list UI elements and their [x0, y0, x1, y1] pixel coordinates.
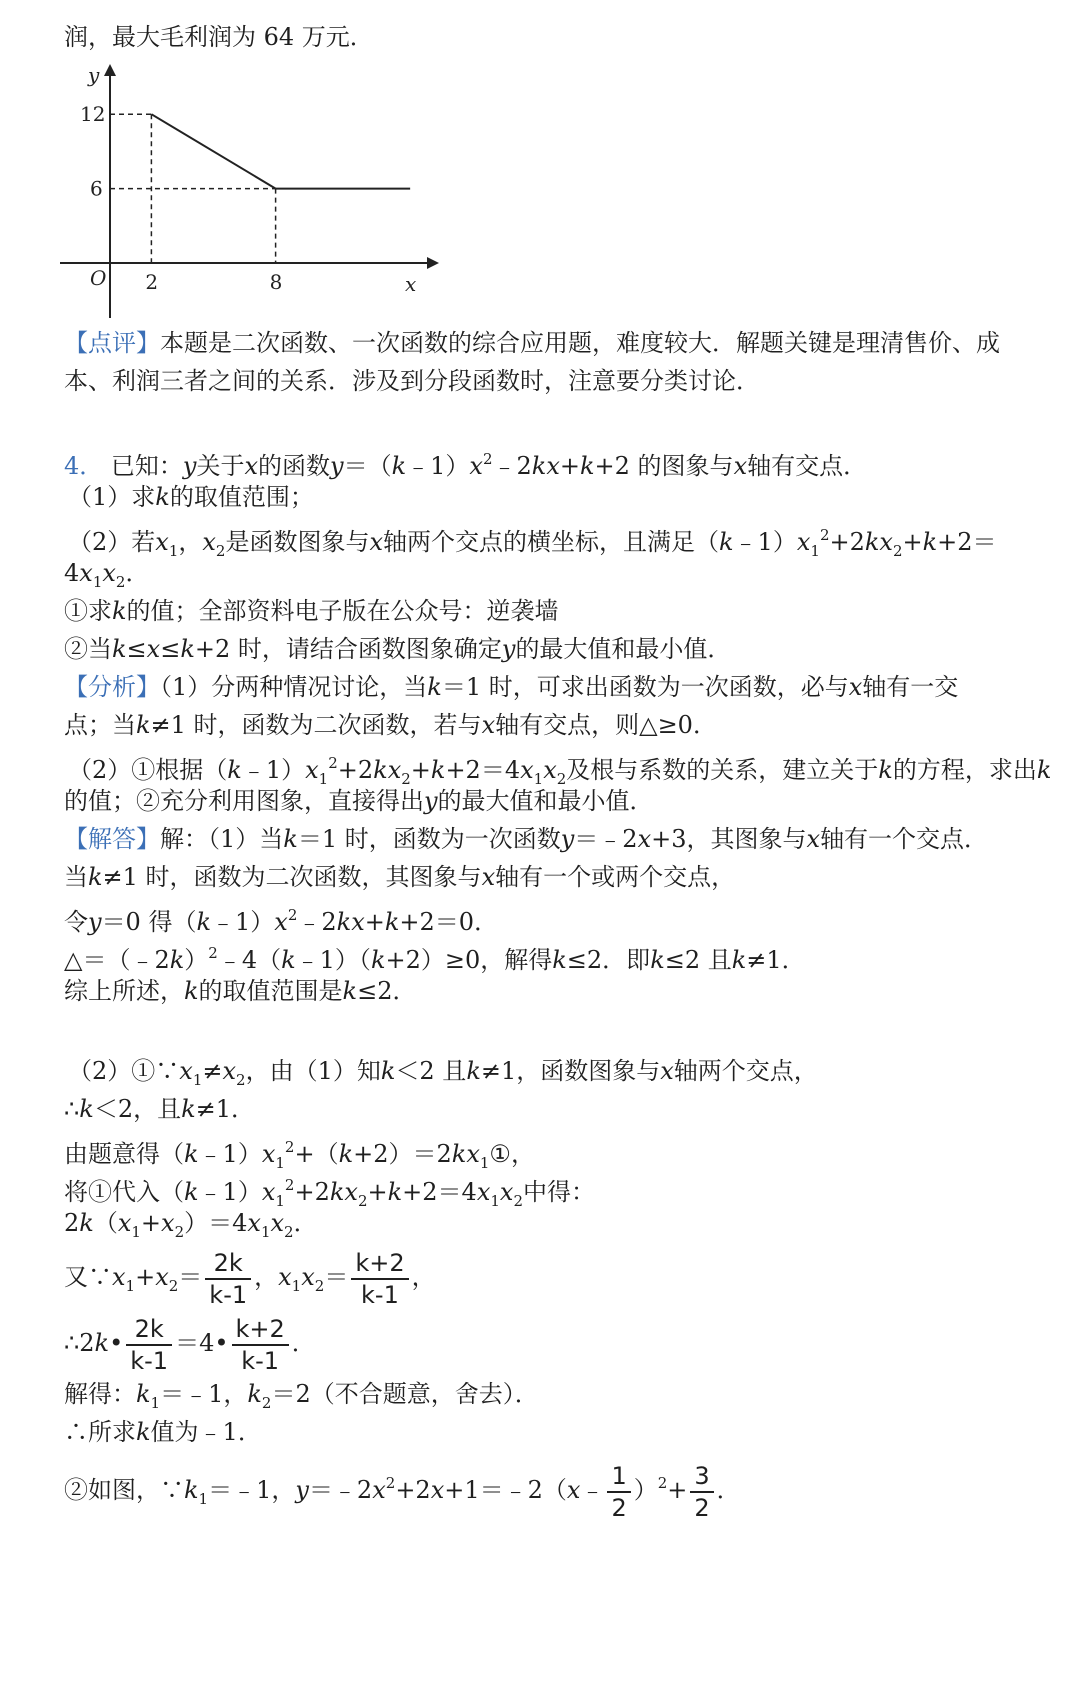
- review-line-2: 本、利润三者之间的关系．涉及到分段函数时，注意要分类讨论．: [64, 367, 760, 395]
- y-tick-12: 12: [80, 102, 106, 127]
- fraction-k2-over-k-1-b: $\frac{k+2}{k-1}$: [232, 1314, 289, 1376]
- answer-line-5: 综上所述，k的取值范围是k≤2．: [64, 977, 417, 1005]
- part2-line-8: 解得：$k_1=﹣1$，$k_2=2$（不合题意，舍去）．: [64, 1380, 539, 1412]
- fraction-2k-over-k-1-b: $\frac{2k}{k-1}$: [126, 1314, 172, 1376]
- piecewise-graph: [55, 60, 445, 322]
- answer-line-1: 【解答】解：（1）当k＝1 时，函数为一次函数y＝﹣2x+3，其图象与x轴有一个交点．: [64, 825, 989, 853]
- y-axis-arrow: [104, 64, 116, 76]
- analysis-line-2: 点；当k≠1 时，函数为二次函数，若与x轴有交点，则△≥0．: [64, 711, 717, 739]
- answer-line-3: 令y＝0 得$(k﹣1)x^2﹣2kx+k+2=0$．: [64, 906, 499, 936]
- part2-line-10: ②如图，$\because k_1=﹣1$，$y=﹣2x^2+2x+1=﹣2(x﹣$ $\frac{1}{2}$ ）$^2$+ $\frac{3}{2}$ ．: [64, 1461, 741, 1522]
- analysis-line-3: （2）①根据$(k﹣1)x_1^2+2kx_2+k+2=4x_1x_2$及根与系数的关系，建立关于k的方程，求出k: [68, 754, 1052, 788]
- review-line-1: 【点评】本题是二次函数、一次函数的综合应用题，难度较大．解题关键是理清售价、成: [64, 329, 1000, 357]
- review-tag: 【点评】: [64, 329, 160, 357]
- x-tick-8: 8: [269, 270, 283, 294]
- fraction-three-halves: $\frac{3}{2}$: [690, 1461, 713, 1523]
- x-axis-label: x: [405, 272, 417, 296]
- question-2-cont: $4x_1x_2$．: [64, 559, 150, 591]
- part2-line-5: $2k(x_1+x_2)=4x_1x_2$．: [64, 1209, 318, 1241]
- continuation-line: 润，最大毛利润为 64 万元．: [64, 23, 374, 51]
- x-tick-2: 2: [145, 270, 159, 294]
- question-2-2: ②当k≤x≤k+2 时，请结合函数图象确定y的最大值和最小值．: [64, 635, 732, 663]
- part2-line-1: $(2)①\because x_1\ne x_2$，由（1）知k＜2 且k≠1，函数图象与x轴两个交点，: [68, 1057, 818, 1089]
- part2-line-7: ∴2k• $\frac{2k}{k-1}$ ＝4• $\frac{k+2}{k-1}$ ．: [64, 1314, 316, 1375]
- segment-decreasing: [151, 114, 275, 188]
- part2-line-3: 由题意得$(k﹣1)x_1^2+(k+2)=2kx_1①$，: [64, 1138, 535, 1172]
- fraction-one-half: $\frac{1}{2}$: [607, 1461, 630, 1523]
- answer-line-2: 当k≠1 时，函数为二次函数，其图象与x轴有一个或两个交点，: [64, 863, 736, 891]
- x-axis-arrow: [427, 257, 439, 269]
- analysis-tag: 【分析】: [64, 673, 160, 701]
- y-axis-label: y: [88, 63, 100, 87]
- part2-line-6: 又$\because x_1+x_2=$ $\frac{2k}{k-1}$ ，$x_1x_2=$ $\frac{k+2}{k-1}$ ，: [64, 1248, 436, 1309]
- origin-label: O: [90, 266, 107, 290]
- fraction-2k-over-k-1: $\frac{2k}{k-1}$: [205, 1248, 251, 1310]
- part2-line-4: 将①代入$(k﹣1)x_1^2+2kx_2+k+2=4x_1x_2$中得：: [64, 1176, 595, 1210]
- analysis-line-4: 的值；②充分利用图象，直接得出y的最大值和最小值．: [64, 787, 654, 815]
- question-2: （2）若$x_1$，$x_2$是函数图象与x轴两个交点的横坐标，且满足$(k﹣1)x_1^2+2kx_2+k+2=$: [68, 526, 997, 560]
- problem-stem: 4． 已知：y关于x的函数$y=(k﹣1)x^2﹣2kx+k+2$ 的图象与x轴有交点．: [64, 450, 868, 480]
- analysis-line-1: 【分析】（1）分两种情况讨论，当k＝1 时，可求出函数为一次函数，必与x轴有一交: [64, 673, 959, 701]
- fraction-k2-over-k-1: $\frac{k+2}{k-1}$: [351, 1248, 408, 1310]
- answer-line-4: △＝（﹣2k）$^2$﹣4（k﹣1）（k+2）≥0，解得k≤2．即k≤2 且k≠1．: [64, 944, 806, 974]
- answer-tag: 【解答】: [64, 825, 160, 853]
- question-1: （1）求k的取值范围；: [68, 483, 314, 511]
- part2-line-9: ∴所求k值为﹣1．: [64, 1418, 262, 1446]
- y-tick-6: 6: [90, 176, 103, 201]
- part2-line-2: ∴k＜2，且k≠1．: [64, 1095, 256, 1123]
- question-2-1: ①求k的值；全部资料电子版在公众号：逆袭墙: [64, 597, 559, 625]
